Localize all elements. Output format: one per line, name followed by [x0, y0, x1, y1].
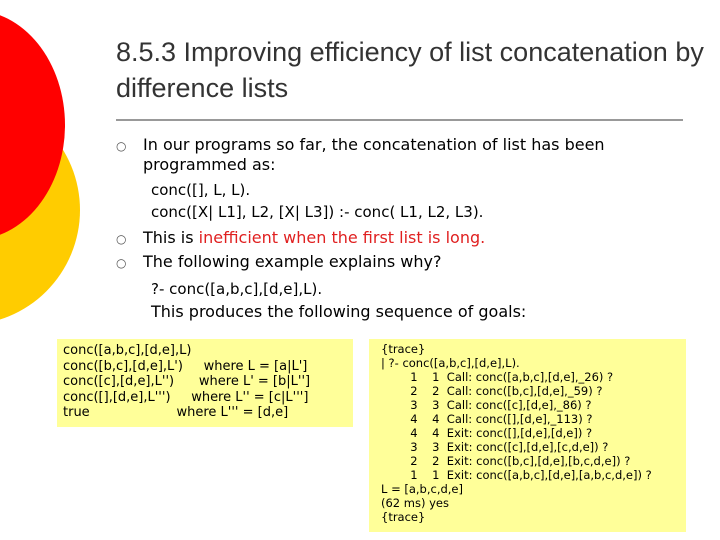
trace-line: 1 1 Exit: conc([a,b,c],[d,e],[a,b,c,d,e]) ? — [381, 468, 652, 482]
bullet-text-2 — [143, 228, 683, 248]
bullet-ring-icon: ○ — [116, 256, 127, 270]
trace-line: 1 1 Call: conc([a,b,c],[d,e],_26) ? — [381, 370, 614, 384]
title-divider — [116, 119, 683, 121]
trace-line: 3 3 Call: conc([c],[d,e],_86) ? — [381, 398, 592, 412]
trace-line: {trace} — [381, 510, 426, 524]
goal-line: conc([a,b,c],[d,e],L) — [63, 343, 192, 358]
bullet-2-highlight: inefficient when the first list is long. — [198, 228, 486, 247]
query-line: ?- conc([a,b,c],[d,e],L). — [151, 280, 323, 298]
bullet-ring-icon: ○ — [116, 139, 127, 153]
trace-line: 2 2 Exit: conc([b,c],[d,e],[b,c,d,e]) ? — [381, 454, 631, 468]
goal-line: conc([b,c],[d,e],L') where L = [a|L'] — [63, 358, 308, 374]
trace-line: {trace} — [381, 342, 426, 356]
trace-line: 2 2 Call: conc([b,c],[d,e],_59) ? — [381, 384, 603, 398]
trace-line: 4 4 Call: conc([],[d,e],_113) ? — [381, 412, 593, 426]
goal-line: true where L''' = [d,e] — [63, 405, 289, 420]
trace-line: 3 3 Exit: conc([c],[d,e],[c,d,e]) ? — [381, 440, 609, 454]
slide-title: 8.5.3 Improving efficiency of list concatenation by difference lists — [116, 37, 704, 103]
code-line-2: conc([X| L1], L2, [X| L3]) :- conc( L1, L2, L3). — [151, 203, 484, 221]
goal-line: conc([],[d,e],L''') where L'' = [c|L'''] — [63, 389, 309, 405]
trace-line: (62 ms) yes — [381, 496, 449, 510]
code-line-1: conc([], L, L). — [151, 181, 251, 199]
trace-box — [369, 339, 686, 532]
bullet-ring-icon: ○ — [116, 232, 127, 246]
trace-line: | ?- conc([a,b,c],[d,e],L). — [381, 356, 520, 370]
trace-line: L = [a,b,c,d,e] — [381, 482, 463, 496]
bullet-2-prefix: This is — [143, 228, 199, 247]
bullet-text-3: The following example explains why? — [143, 252, 442, 271]
sequence-intro: This produces the following sequence of goals: — [151, 302, 527, 321]
bullet-text-1: In our programs so far, the concatenation of list has been programmed as: — [143, 135, 605, 174]
goal-line: conc([c],[d,e],L'') where L' = [b|L''] — [63, 374, 311, 389]
goals-box — [57, 339, 353, 427]
trace-line: 4 4 Exit: conc([],[d,e],[d,e]) ? — [381, 426, 593, 440]
